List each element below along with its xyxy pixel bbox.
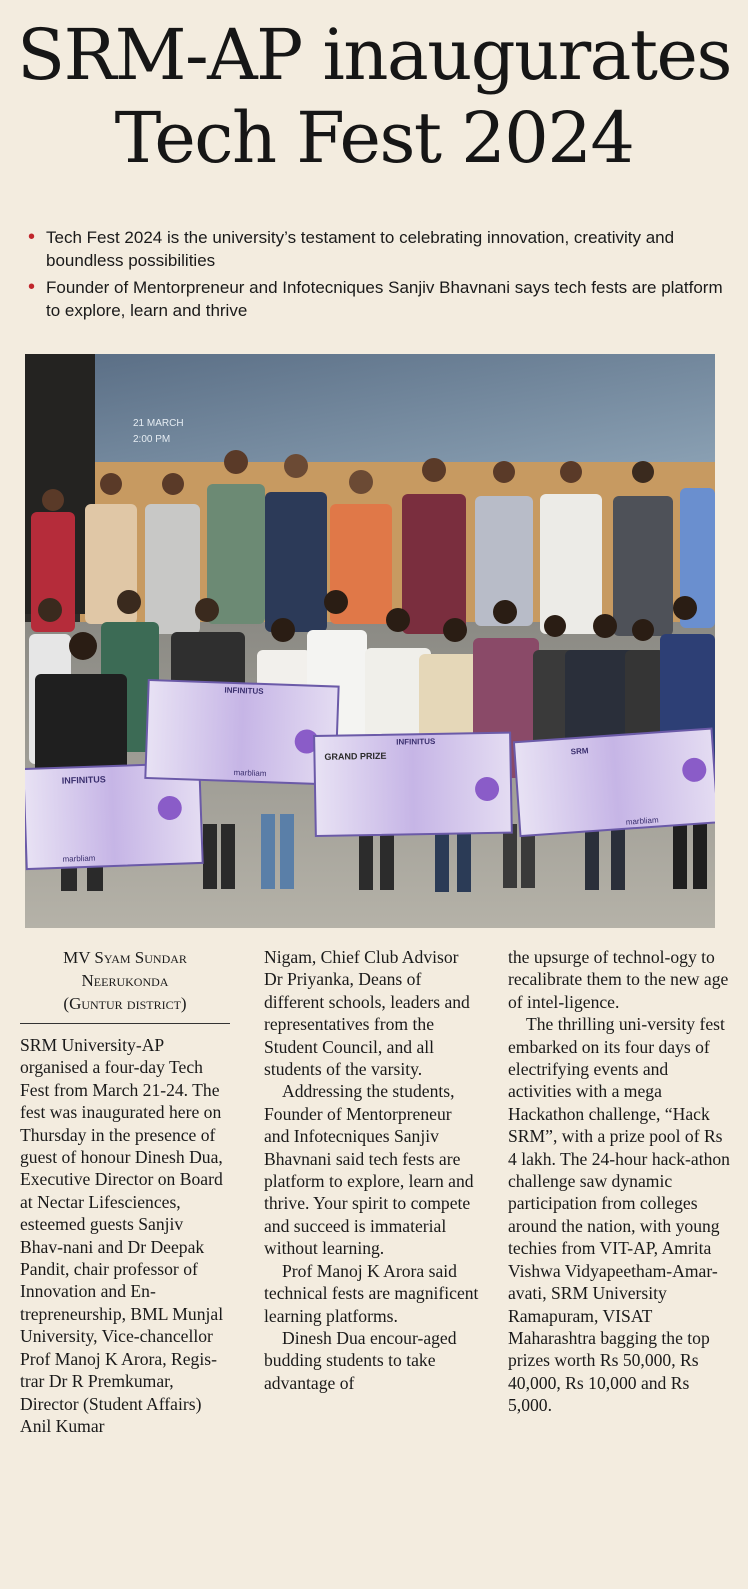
article-column-3 [508, 946, 733, 1417]
summary-bullets [28, 226, 728, 326]
headline [10, 14, 738, 180]
byline [20, 946, 230, 1015]
article-column-1 [20, 946, 230, 1437]
cheque-brand: INFINITUS [396, 736, 436, 747]
article-paragraph: The thrilling uni-versity fest embarked on its four days of electrifying events and activities with a mega Hackathon challenge, “Hack SRM”, with a prize pool of Rs 4 lakh. The 24-hour hack-athon challenge saw dynamic participation from colleges around the nation, with young techies from VIT-AP, Amrita Vishwa Vidyapeetham-Amar-avati, SRM University Ramapuram, VISAT Maharashtra bagging the top prizes worth Rs 50,000, Rs 40,000, Rs 10,000 and Rs 5,000. [508, 1014, 730, 1416]
article-paragraph: SRM University-AP organised a four-day Tech Fest from March 21-24. The fest was inaugurated here on Thursday in the presence of guest of honour Dinesh Dua, Executive Director on Board at Nectar Lifesciences, esteemed guests Sanjiv Bhav-nani and Dr Deepak Pandit, chair professor of Innovation and En-trepreneurship, BML Munjal University, Vice-chancellor Prof Manoj K Arora, Regis-trar Dr R Premkumar, Director (Student Affairs) Anil Kumar [20, 1035, 224, 1436]
cheque-sponsor: marbliam [62, 853, 96, 864]
bullet-dot-icon: • [28, 226, 36, 248]
bullet-dot-icon: • [28, 276, 36, 298]
screen-date: 21 MARCH [133, 418, 184, 429]
headline-line-2: Tech Fest 2024 [114, 97, 634, 179]
bullet-text: Tech Fest 2024 is the university’s testament to celebrating innovation, creativity and boundless possibilities [46, 228, 675, 270]
article-column-2 [264, 946, 479, 1394]
byline-author-line-1: MV Syam Sundar [63, 948, 187, 967]
cheque-sponsor: marbliam [233, 768, 267, 779]
article-paragraph: Prof Manoj K Arora said technical fests are magnificent learning platforms. [264, 1260, 479, 1326]
cheque-brand: INFINITUS [224, 685, 264, 696]
screen-time: 2:00 PM [133, 434, 171, 445]
event-photo [25, 354, 715, 928]
bullet-item [28, 276, 728, 322]
cheque-org: SRM [570, 746, 589, 757]
byline-author-line-2: Neerukonda [81, 971, 169, 990]
cheque-title: GRAND PRIZE [324, 750, 387, 762]
bullet-text: Founder of Mentorpreneur and Infotecniques Sanjiv Bhavnani says tech fests are platform to explore, learn and thrive [46, 278, 723, 320]
article-paragraph: Nigam, Chief Club Advisor Dr Priyanka, Deans of different schools, leaders and representatives from the Student Council, and all students of the varsity. [264, 947, 470, 1080]
bullet-item [28, 226, 728, 272]
article-paragraph: Addressing the students, Founder of Mentorpreneur and Infotecniques Sanjiv Bhavnani said tech fests are platform to explore, learn and thrive. Your spirit to compete and succeed is immaterial without learning. [264, 1081, 474, 1259]
cheque-sponsor: marbliam [625, 815, 659, 827]
cheque-brand: INFINITUS [61, 774, 106, 786]
article-paragraph: Dinesh Dua encour-aged budding students to take advantage of [264, 1327, 457, 1393]
byline-rule [20, 1023, 230, 1024]
byline-location: (Guntur district) [63, 994, 187, 1013]
stage-screen [95, 354, 715, 464]
headline-line-1: SRM-AP inaugurates [17, 14, 731, 96]
article-paragraph: the upsurge of technol-ogy to recalibrate them to the new age of intel-ligence. [508, 947, 729, 1012]
